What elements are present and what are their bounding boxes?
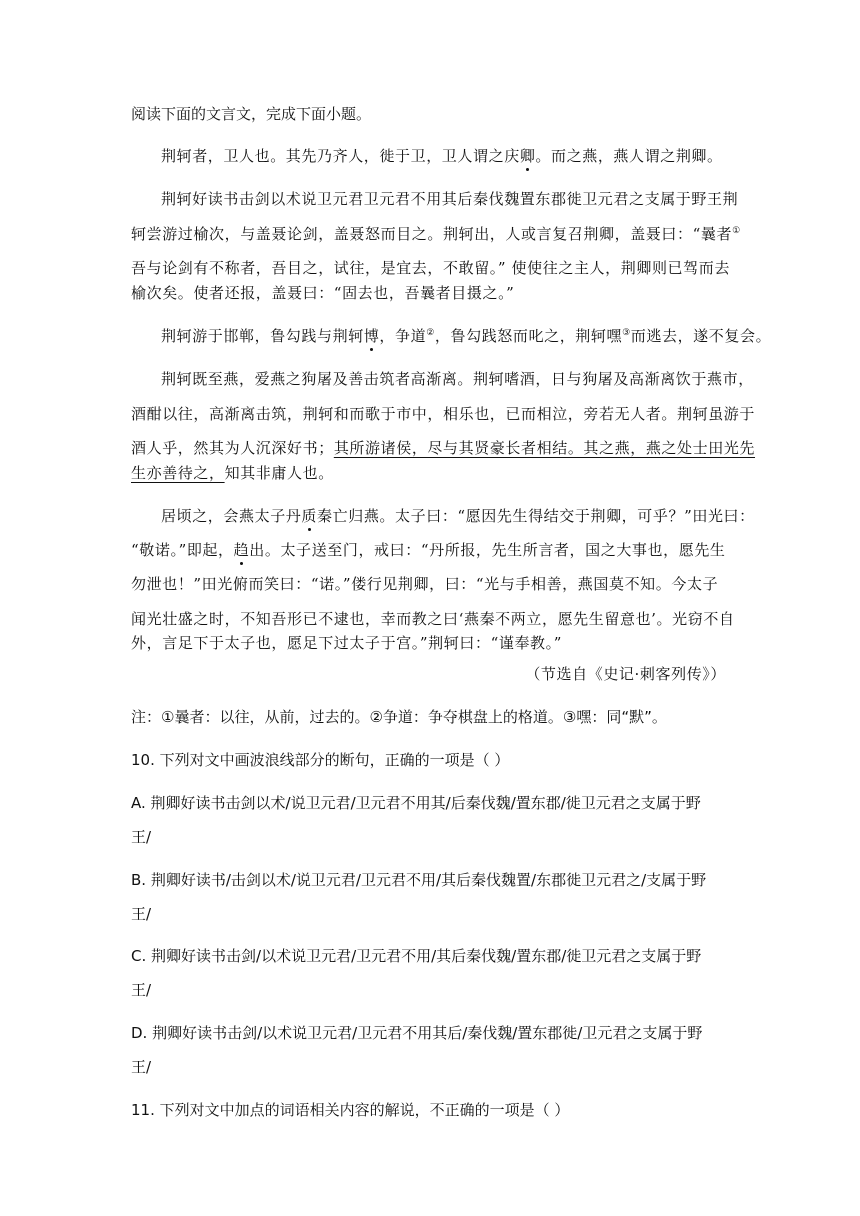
underlined-text: 其所游诸侯，尽与其贤豪长者相结。其之燕，燕之处士田光先 <box>333 439 756 457</box>
question-10-option-a-line-2[interactable]: 王/ <box>131 828 152 846</box>
passage-paragraph-2-line-1: 荆轲好读书击剑以术说卫元君卫元君不用其后秦伐魏置东郡徙卫元君之支属于野王荆 <box>161 190 739 208</box>
passage-paragraph-2-line-4: 榆次矣。使者还报，盖聂曰：“固去也，吾曩者目摄之。” <box>131 284 515 302</box>
question-10-option-d-line-2[interactable]: 王/ <box>131 1058 152 1076</box>
text-run: 秦亡归燕。太子曰：“愿因先生得结交于荆卿，可乎？”田光曰： <box>317 507 755 525</box>
passage-paragraph-5-line-2 <box>131 540 726 560</box>
instruction-text: 阅读下面的文言文，完成下面小题。 <box>131 105 372 123</box>
text-run: 轲尝游过榆次，与盖聂论剑，盖聂怒而目之。荆轲出，人或言复召荆卿，盖聂曰：“曩者 <box>131 225 733 243</box>
text-run: ，争道 <box>379 327 427 345</box>
question-10-option-d-line-1[interactable]: D. 荆卿好读书击剑/以术说卫元君/卫元君不用其后/秦伐魏/置东郡徙/卫元君之支属于野 <box>131 1024 703 1042</box>
text-run: ，鲁勾践怒而叱之，荆轲嘿 <box>434 327 623 345</box>
text-run: 而逃去，遂不复会。 <box>630 327 772 345</box>
passage-paragraph-2-line-3: 吾与论剑有不称者，吾目之，试往，是宜去，不敢留。” 使使往之主人，荆卿则已驾而去 <box>131 259 730 277</box>
question-10-stem: 10. 下列对文中画波浪线部分的断句，正确的一项是（ ） <box>131 751 510 769</box>
text-run: “敬诺。”即起， <box>131 541 234 559</box>
dotted-word-qing: 卿 <box>519 147 536 165</box>
dotted-word-bo: 博 <box>363 327 380 345</box>
text-run: 荆轲者，卫人也。其先乃齐人，徙于卫，卫人谓之庆 <box>161 147 520 165</box>
passage-paragraph-5-line-1 <box>161 506 755 526</box>
source-citation: （节选自《史记·刺客列传》） <box>525 665 726 683</box>
passage-paragraph-2-line-2 <box>131 224 741 244</box>
question-10-option-c-line-1[interactable]: C. 荆卿好读书击剑/以术说卫元君/卫元君不用/其后秦伐魏/置东郡/徙卫元君之支属于野 <box>131 947 702 965</box>
question-10-option-b-line-1[interactable]: B. 荆卿好读书/击剑以术/说卫元君/卫元君不用/其后秦伐魏置/东郡徙卫元君之/支属于野 <box>131 871 707 889</box>
dotted-word-zhi: 质 <box>301 507 318 525</box>
passage-paragraph-5-line-3: 勿泄也！”田光俯而笑曰：“诺。”偻行见荆卿，曰：“光与手相善，燕国莫不知。今太子 <box>131 575 719 593</box>
passage-paragraph-1 <box>161 146 723 166</box>
text-run: 酒人乎，然其为人沉深好书； <box>131 439 334 457</box>
passage-paragraph-5-line-5: 外，言足下于太子也，愿足下过太子于宫。”荆轲曰：“谨奉教。” <box>131 634 563 652</box>
passage-paragraph-5-line-4: 闻光壮盛之时，不知吾形已不逮也，幸而教之曰‘燕秦不两立，愿先生留意也’。光窃不自 <box>131 610 735 628</box>
question-10-option-a-line-1[interactable]: A. 荆卿好读书击剑以术/说卫元君/卫元君不用其/后秦伐魏/置东郡/徙卫元君之支属于野 <box>131 794 701 812</box>
text-run: 荆轲游于邯郸，鲁勾践与荆轲 <box>161 327 364 345</box>
question-11-stem: 11. 下列对文中加点的词语相关内容的解说，不正确的一项是（ ） <box>131 1101 570 1119</box>
passage-paragraph-4-line-4 <box>131 463 334 483</box>
dotted-word-qu: 趋 <box>233 541 250 559</box>
footnote-marker-3: ③ <box>622 328 631 338</box>
question-10-option-c-line-2[interactable]: 王/ <box>131 981 152 999</box>
text-run: 居顷之，会燕太子丹 <box>161 507 302 525</box>
underlined-text: 生亦善待之， <box>131 464 225 482</box>
passage-paragraph-4-line-3 <box>131 438 755 458</box>
text-run: 。而之燕，燕人谓之荆卿。 <box>535 147 723 165</box>
passage-paragraph-3 <box>161 326 771 346</box>
footnote-marker-2: ② <box>426 328 435 338</box>
text-run: 出。太子送至门，戒曰：“丹所报，先生所言者，国之大事也，愿先生 <box>249 541 726 559</box>
passage-paragraph-4-line-1: 荆轲既至燕，爱燕之狗屠及善击筑者高渐离。荆轲嗜酒，日与狗屠及高渐离饮于燕市， <box>161 370 754 388</box>
footnote-marker-1: ① <box>732 226 741 236</box>
text-run: 知其非庸人也。 <box>224 464 334 482</box>
footnotes: 注：①曩者：以往，从前，过去的。②争道：争夺棋盘上的格道。③嘿：同“默”。 <box>131 708 667 726</box>
passage-paragraph-4-line-2: 酒酣以往，高渐离击筑，荆轲和而歌于市中，相乐也，已而相泣，旁若无人者。荆轲虽游于 <box>131 405 756 423</box>
question-10-option-b-line-2[interactable]: 王/ <box>131 905 152 923</box>
